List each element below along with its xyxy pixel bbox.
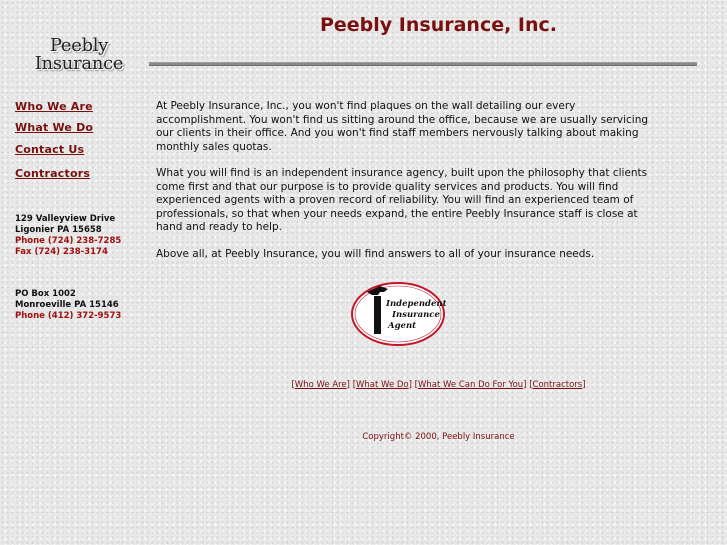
agency-paragraph bbox=[156, 167, 656, 235]
office1-fax: Fax (724) 238-3174 bbox=[15, 247, 108, 257]
footer-link-who-we-are[interactable]: Who We Are bbox=[294, 380, 347, 390]
footer-link-what-we-can-do[interactable]: What We Can Do For You bbox=[417, 380, 524, 390]
paragraph-2: What you will find is an independent insurance agency, built upon the philosophy that clients come first and that our purpose is to provide quality services and products. You will find experienced agents with a proven record of reliability. You will find an experienced team of professionals, so that when your needs expand, the entire Peebly Insurance staff is close at hand and ready to help. bbox=[156, 167, 648, 233]
office2-box: PO Box 1002 bbox=[15, 289, 76, 299]
badge-line2: Insurance bbox=[392, 310, 440, 320]
nav-link-what-we-do[interactable]: What We Do bbox=[15, 121, 94, 134]
copyright-notice: Copyright© 2000, Peebly Insurance bbox=[362, 432, 515, 442]
independent-insurance-agent-badge bbox=[350, 280, 446, 346]
closing-paragraph bbox=[156, 248, 656, 262]
office2-city: Monroeville PA 15146 bbox=[15, 300, 119, 310]
footer-link-what-we-do[interactable]: What We Do bbox=[356, 380, 409, 390]
logo-text-line1: Peebly bbox=[49, 35, 109, 56]
intro-paragraph bbox=[156, 100, 656, 154]
badge-line3: Agent bbox=[388, 321, 417, 331]
footer-nav: [Who We Are] [What We Do] [What We Can Do For You] [Contractors] bbox=[291, 380, 586, 390]
nav-link-contractors[interactable]: Contractors bbox=[15, 167, 91, 180]
office1-street: 129 Valleyview Drive bbox=[15, 214, 116, 224]
office-address-monroeville bbox=[15, 289, 121, 322]
office1-phone: Phone (724) 238-7285 bbox=[15, 236, 122, 246]
office2-phone: Phone (412) 372-9573 bbox=[15, 311, 122, 321]
title-divider bbox=[149, 62, 697, 66]
badge-line1: Independent bbox=[386, 299, 446, 309]
logo-text-line2: Insurance bbox=[34, 53, 124, 74]
nav-link-who-we-are[interactable]: Who We Are bbox=[15, 100, 93, 113]
office-address-ligonier bbox=[15, 214, 121, 258]
paragraph-1: At Peebly Insurance, Inc., you won't find plaques on the wall detailing our every accomplishment. You won't find us sitting around the office, because we are usually servicing our clients in their office. And you won't find staff members nervously talking about making monthly sales quotas. bbox=[156, 100, 649, 153]
footer-link-contractors[interactable]: Contractors bbox=[532, 380, 583, 390]
letter-i-icon bbox=[374, 296, 381, 334]
office1-city: Ligonier PA 15658 bbox=[15, 225, 102, 235]
nav-link-contact-us[interactable]: Contact Us bbox=[15, 143, 85, 156]
site-logo bbox=[34, 36, 124, 78]
page-title: Peebly Insurance, Inc. bbox=[319, 14, 558, 36]
paragraph-3: Above all, at Peebly Insurance, you will find answers to all of your insurance needs. bbox=[156, 248, 595, 260]
